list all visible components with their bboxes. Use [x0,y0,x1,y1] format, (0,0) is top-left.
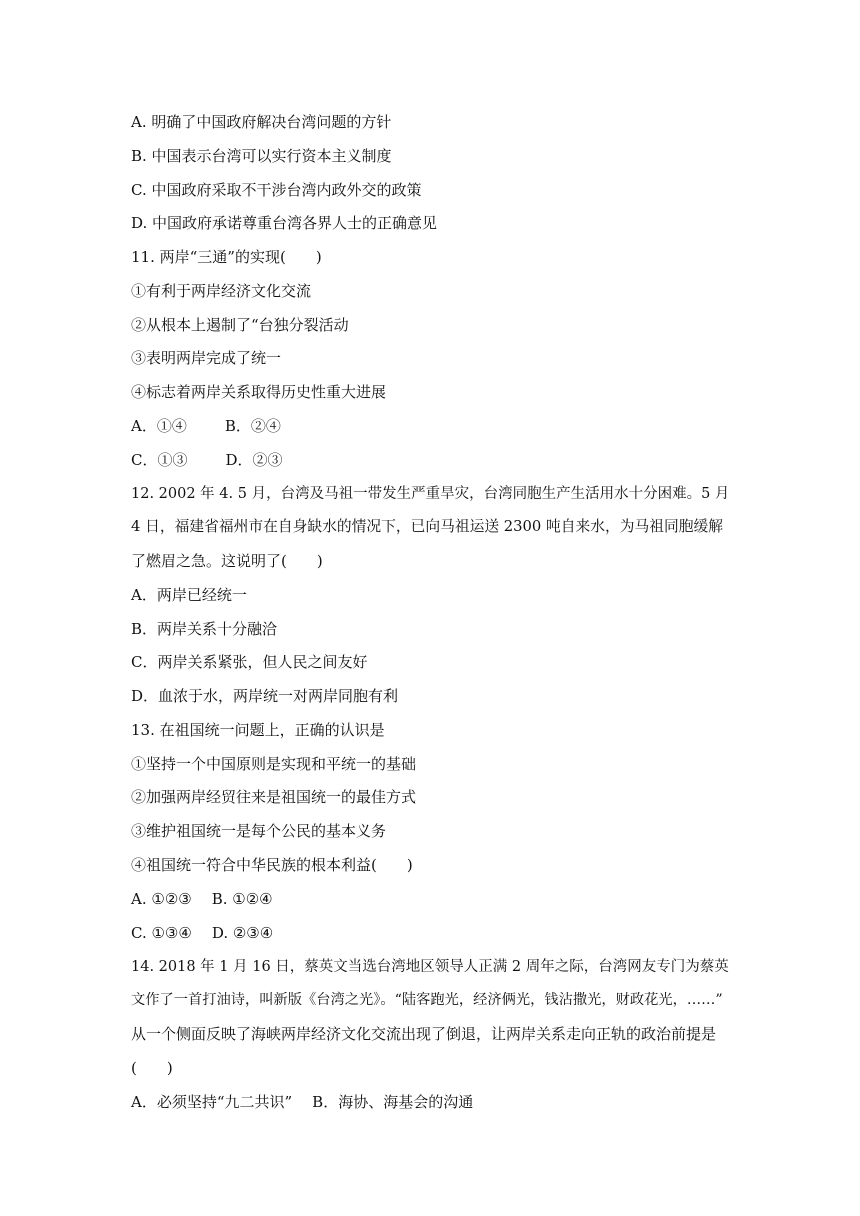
q14-stem-line-1: 14. 2018 年 1 月 16 日，蔡英文当选台湾地区领导人正满 2 周年之际，台湾网友专门为蔡英 [131,959,729,975]
q11-item-3: ③表明两岸完成了统一 [131,349,282,367]
q13-choice-b: B. ①②④ [211,890,273,908]
q13-item-4: ④祖国统一符合中华民族的根本利益( ) [131,856,413,874]
q13-choice-row-1 [131,889,731,909]
q14-stem-line-3: 从一个侧面反映了海峡两岸经济文化交流出现了倒退，让两岸关系走向正轨的政治前提是 [131,1025,717,1043]
q11-item-4: ④标志着两岸关系取得历史性重大进展 [131,383,387,401]
q14-choice-row-1 [131,1092,731,1112]
q13-choice-a: A. ①②③ [131,890,192,908]
q11-choice-b: B．②④ [224,417,281,435]
q13-item-1: ①坚持一个中国原则是实现和平统一的基础 [131,755,417,773]
q11-stem: 11. 两岸“三通”的实现( ) [131,248,322,266]
q13-choice-row-2 [131,923,731,943]
q10-option-c: C. 中国政府采取不干涉台湾内政外交的政策 [131,181,422,199]
q14-choice-b: B．海协、海基会的沟通 [312,1093,474,1111]
q13-choice-c: C. ①③④ [131,924,192,942]
q14-stem-line-2: 文作了一首打油诗，叫新版《台湾之光》。“陆客跑光，经济俩光，钱沾撒光，财政花光，……” [131,992,723,1008]
q12-stem-line-2: 4 日，福建省福州市在自身缺水的情况下，已向马祖运送 2300 吨自来水，为马祖同胞缓解 [131,518,723,535]
q13-item-3: ③维护祖国统一是每个公民的基本义务 [131,822,387,840]
q13-choice-d: D. ②③④ [211,924,274,942]
q11-choice-d: D．②③ [225,451,283,469]
q11-choice-c: C．①③ [131,451,188,469]
q12-option-d: D．血浓于水，两岸统一对两岸同胞有利 [131,687,399,705]
q11-choice-row-2 [131,450,731,470]
q12-stem-line-1: 12. 2002 年 4. 5 月，台湾及马祖一带发生严重旱灾，台湾同胞生产生活用水十分困难。5 月 [131,486,730,502]
q12-stem-line-3: 了燃眉之急。这说明了( ) [131,552,323,570]
q11-item-2: ②从根本上遏制了“台独分裂活动 [131,316,349,334]
q11-item-1: ①有利于两岸经济文化交流 [131,282,312,300]
q13-item-2: ②加强两岸经贸往来是祖国统一的最佳方式 [131,788,417,806]
q10-option-b: B. 中国表示台湾可以实行资本主义制度 [131,147,392,165]
q12-option-b: B．两岸关系十分融洽 [131,620,278,638]
q14-stem-line-4: ( ) [131,1059,173,1077]
q13-stem: 13. 在祖国统一问题上，正确的认识是 [131,721,385,739]
q14-choice-a: A．必须坚持“九二共识” [131,1093,293,1111]
q12-option-a: A．两岸已经统一 [131,586,247,604]
q10-option-d: D. 中国政府承诺尊重台湾各界人士的正确意见 [131,214,438,232]
q12-option-c: C．两岸关系紧张，但人民之间友好 [131,653,368,671]
q10-option-a: A. 明确了中国政府解决台湾问题的方针 [131,113,392,131]
q11-choice-row-1 [131,416,731,436]
q11-choice-a: A．①④ [131,417,187,435]
